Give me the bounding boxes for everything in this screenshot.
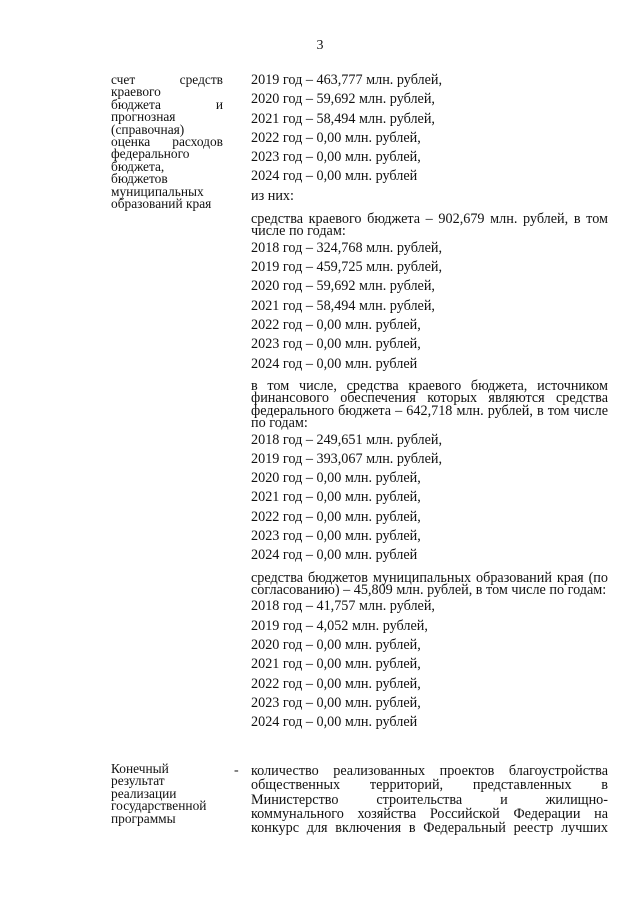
final-result-label-line: результат xyxy=(111,773,165,789)
funding-label-line: прогнозная xyxy=(111,109,176,125)
federal-year-row: 2020 год – 0,00 млн. рублей, xyxy=(251,470,421,487)
final-result-dash: - xyxy=(234,763,239,778)
municipal-year-row: 2018 год – 41,757 млн. рублей, xyxy=(251,598,435,615)
regional-year-row: 2018 год – 324,768 млн. рублей, xyxy=(251,239,443,256)
funding-label xyxy=(111,74,223,210)
funding-label-line: бюджетов xyxy=(111,171,168,187)
municipal-year-row: 2022 год – 0,00 млн. рублей, xyxy=(251,675,421,692)
final-result-line: конкурс для включения в Федеральный реестр лучших xyxy=(251,820,608,837)
federal-year-row: 2018 год – 249,651 млн. рублей, xyxy=(251,431,443,448)
page-number: 3 xyxy=(316,38,324,53)
final-result-label xyxy=(111,763,223,825)
regional-year-row: 2020 год – 59,692 млн. рублей, xyxy=(251,278,435,295)
funding-label-line: бюджета и xyxy=(111,96,223,112)
federal-year-row: 2022 год – 0,00 млн. рублей, xyxy=(251,508,421,525)
final-result-label-line: Конечный xyxy=(111,761,169,776)
total-year-row: 2020 год – 59,692 млн. рублей, xyxy=(251,91,435,108)
funding-label-line: счет средств xyxy=(111,72,223,87)
total-year-row: 2022 год – 0,00 млн. рублей, xyxy=(251,129,421,146)
final-result-label-line: программы xyxy=(111,810,176,826)
funding-details xyxy=(251,71,608,733)
municipal-year-row: 2019 год – 4,052 млн. рублей, xyxy=(251,617,428,634)
federal-year-row: 2021 год – 0,00 млн. рублей, xyxy=(251,489,421,506)
final-result-line: коммунального хозяйства Российской Федерации на xyxy=(251,805,608,822)
total-year-row: 2024 год – 0,00 млн. рублей xyxy=(251,168,418,185)
regional-year-row: 2022 год – 0,00 млн. рублей, xyxy=(251,317,421,334)
final-result-text xyxy=(251,764,608,835)
final-result-label-line: реализации xyxy=(111,785,177,801)
final-result-line: Министерство строительства и жилищно- xyxy=(251,791,608,808)
regional-year-row: 2024 год – 0,00 млн. рублей xyxy=(251,355,418,372)
funding-label-line: оценка расходов xyxy=(111,134,223,150)
municipal-year-row: 2024 год – 0,00 млн. рублей xyxy=(251,714,418,731)
total-year-row: 2019 год – 463,777 млн. рублей, xyxy=(251,72,443,88)
funding-label-line: (справочная) xyxy=(111,121,185,137)
funding-label-line: муниципальных xyxy=(111,183,204,199)
total-year-row: 2021 год – 58,494 млн. рублей, xyxy=(251,110,435,127)
federal-year-row: 2023 год – 0,00 млн. рублей, xyxy=(251,528,421,545)
final-result-label-line: государственной xyxy=(111,798,207,814)
funding-label-line: бюджета, xyxy=(111,158,165,174)
federal-year-row: 2024 год – 0,00 млн. рублей xyxy=(251,547,418,564)
funding-label-line: федерального xyxy=(111,146,190,162)
municipal-year-row: 2023 год – 0,00 млн. рублей, xyxy=(251,694,421,711)
municipal-year-row: 2020 год – 0,00 млн. рублей, xyxy=(251,637,421,654)
federal-year-row: 2019 год – 393,067 млн. рублей, xyxy=(251,450,443,467)
regional-year-row: 2019 год – 459,725 млн. рублей, xyxy=(251,259,443,276)
regional-year-row: 2021 год – 58,494 млн. рублей, xyxy=(251,297,435,314)
municipal-year-row: 2021 год – 0,00 млн. рублей, xyxy=(251,656,421,673)
regional-year-row: 2023 год – 0,00 млн. рублей, xyxy=(251,336,421,353)
funding-label-line: краевого xyxy=(111,84,161,100)
funding-label-line: образований края xyxy=(111,196,212,212)
final-result-line: общественных территорий, представленных в xyxy=(251,777,608,794)
federal-source-intro: в том числе, средства краевого бюджета, источником финансового обеспечения которых являются средства федерального бюджета – 642,718 млн. рублей, в том числе по годам: xyxy=(251,377,608,432)
final-result-line: количество реализованных проектов благоустройства xyxy=(251,763,608,779)
municipal-budget-intro: средства бюджетов муниципальных образований края (по согласованию) – 45,809 млн. рублей, в том числе по годам: xyxy=(251,569,608,599)
regional-budget-intro: средства краевого бюджета – 902,679 млн. рублей, в том числе по годам: xyxy=(251,211,608,240)
total-year-row: 2023 год – 0,00 млн. рублей, xyxy=(251,149,421,166)
of-them-label: из них: xyxy=(251,187,294,204)
